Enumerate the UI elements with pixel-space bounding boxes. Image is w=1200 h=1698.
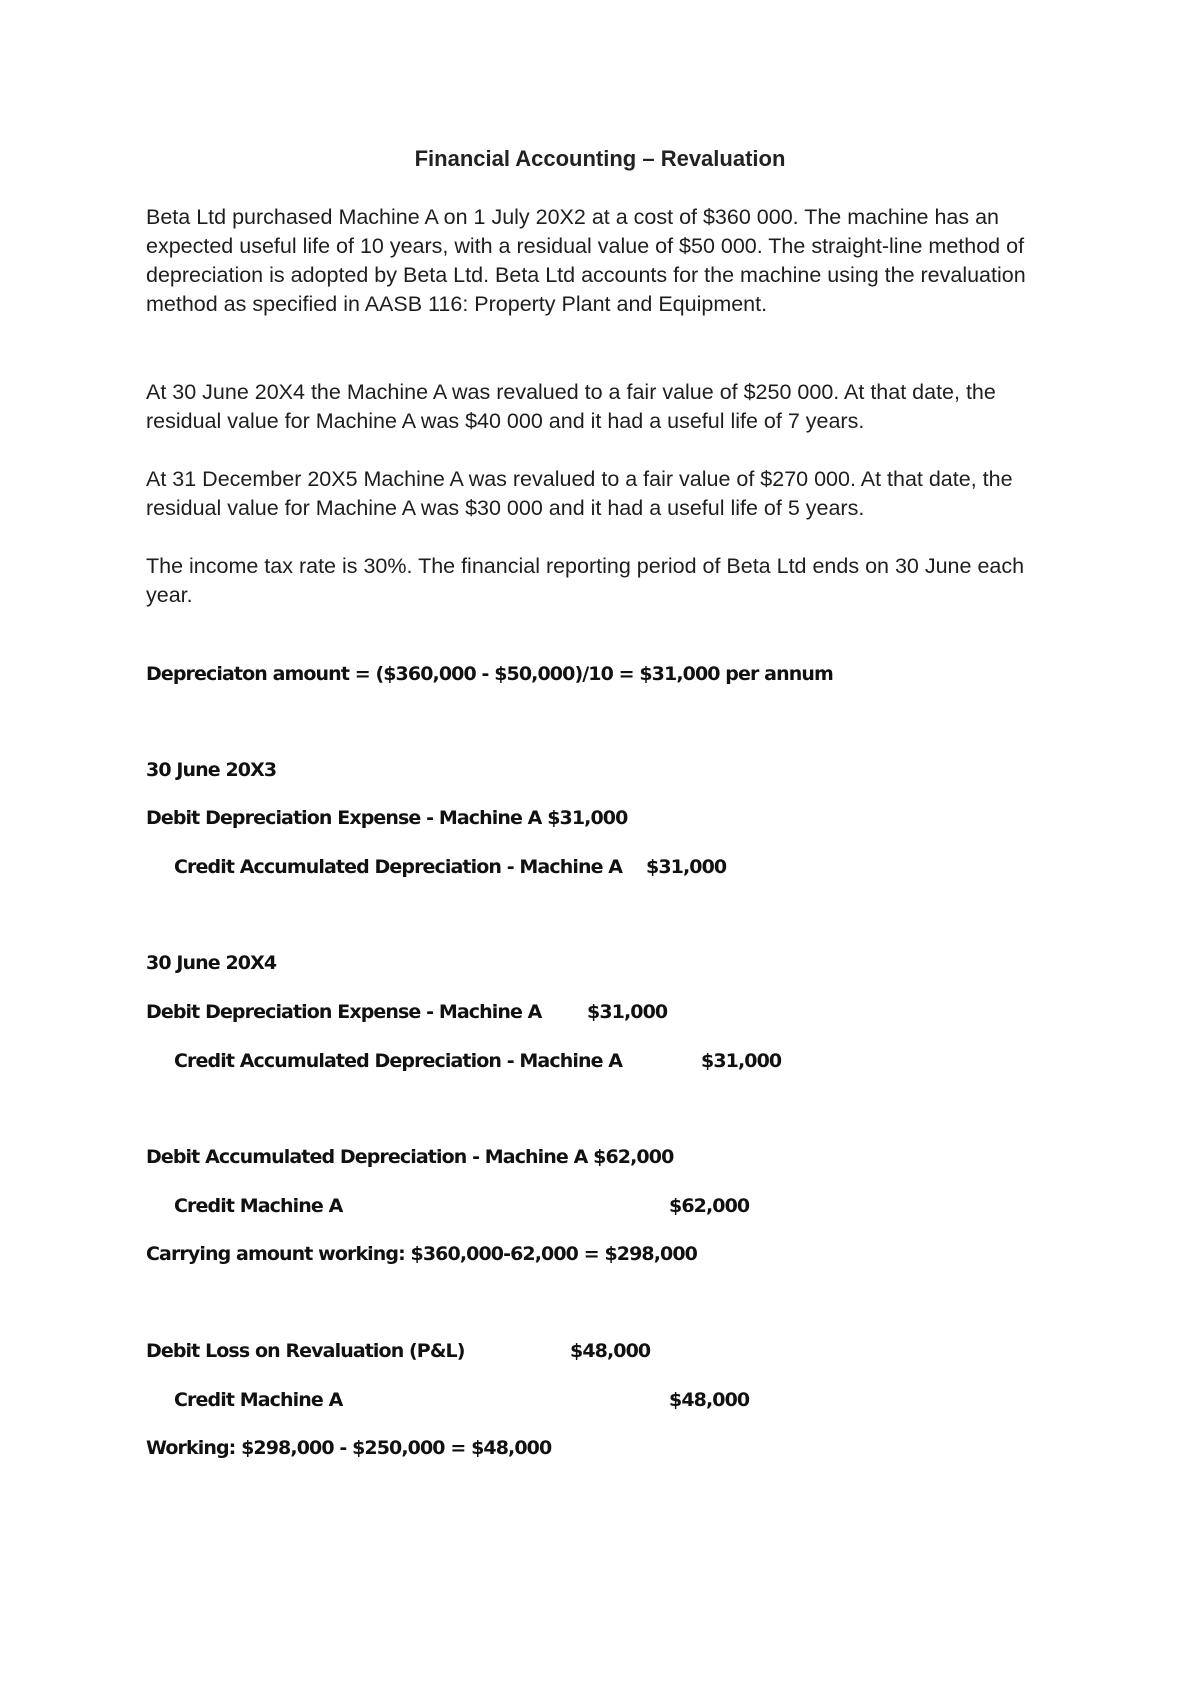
journal-credit-machine-a-loss-amount: $48,000 xyxy=(669,1389,750,1411)
journal-credit-machine-a-elimination: Credit Machine A xyxy=(174,1195,343,1217)
journal-debit-depreciation-20x4: Debit Depreciation Expense - Machine A xyxy=(146,1001,542,1023)
carrying-amount-working: Carrying amount working: $360,000-62,000 = $298,000 xyxy=(146,1243,698,1265)
paragraph-revaluation-20x4: At 30 June 20X4 the Machine A was revalued to a fair value of $250 000. At that date, the residual value for Machine A was $40 000 and it had a useful life of 7 years. xyxy=(146,380,996,433)
journal-debit-depreciation-20x4-amount: $31,000 xyxy=(587,1001,668,1023)
journal-debit-accum-elimination: Debit Accumulated Depreciation - Machine A $62,000 xyxy=(146,1146,674,1168)
date-30-june-20x4: 30 June 20X4 xyxy=(146,952,277,974)
paragraph-purchase: Beta Ltd purchased Machine A on 1 July 20X2 at a cost of $360 000. The machine has an expected useful life of 10 years, with a residual value of $50 000. The straight-line method of depreciation is adopted by Beta Ltd. Beta Ltd accounts for the machine using the revaluation method as specified in AASB 116: Property Plant and Equipment. xyxy=(146,205,1026,316)
paragraph-revaluation-20x5: At 31 December 20X5 Machine A was revalued to a fair value of $270 000. At that date, the residual value for Machine A was $30 000 and it had a useful life of 5 years. xyxy=(146,467,1013,520)
journal-debit-depreciation-20x3: Debit Depreciation Expense - Machine A $31,000 xyxy=(146,807,628,829)
journal-credit-machine-a-loss: Credit Machine A xyxy=(174,1389,343,1411)
journal-credit-machine-a-elimination-amount: $62,000 xyxy=(669,1195,750,1217)
journal-credit-accum-20x3-amount: $31,000 xyxy=(646,856,727,878)
document-title: Financial Accounting – Revaluation xyxy=(414,146,786,171)
depreciation-amount-line: Depreciaton amount = ($360,000 - $50,000)/10 = $31,000 per annum xyxy=(146,663,833,685)
journal-debit-loss-revaluation-amount: $48,000 xyxy=(570,1340,651,1362)
loss-working-line: Working: $298,000 - $250,000 = $48,000 xyxy=(146,1437,552,1459)
journal-credit-accum-20x4-amount: $31,000 xyxy=(701,1050,782,1072)
journal-credit-accum-20x4: Credit Accumulated Depreciation - Machine A xyxy=(174,1050,623,1072)
journal-credit-accum-20x3: Credit Accumulated Depreciation - Machine A xyxy=(174,856,623,878)
journal-debit-loss-revaluation: Debit Loss on Revaluation (P&L) xyxy=(146,1340,465,1362)
paragraph-tax-rate: The income tax rate is 30%. The financial reporting period of Beta Ltd ends on 30 June each year. xyxy=(146,554,1025,607)
date-30-june-20x3: 30 June 20X3 xyxy=(146,759,277,781)
